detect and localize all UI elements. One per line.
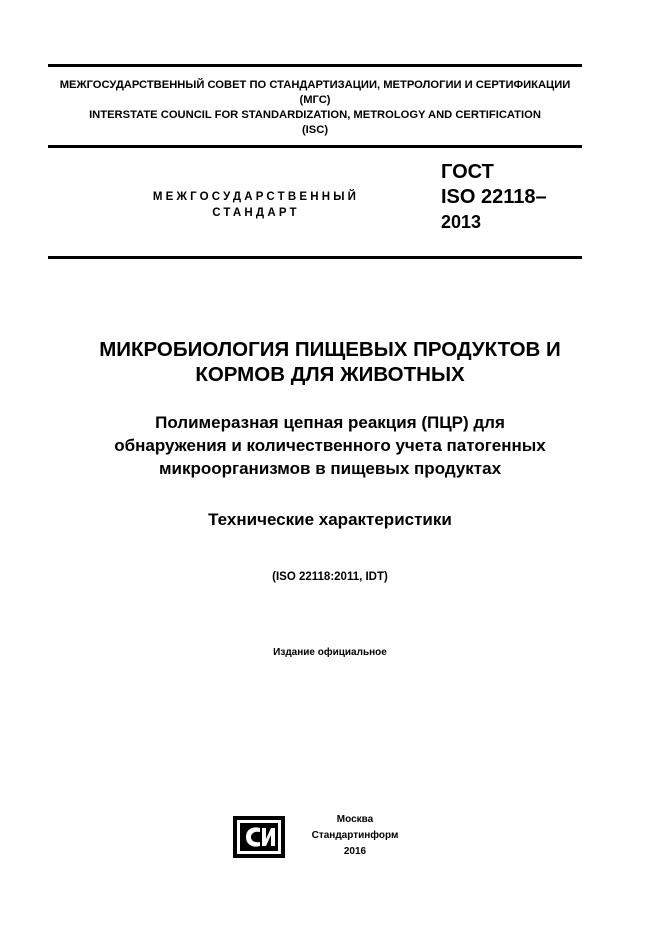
standard-designation bbox=[441, 160, 547, 235]
standard-kind-line2: СТАНДАРТ bbox=[212, 207, 300, 219]
standartinform-logo-icon bbox=[233, 816, 285, 858]
title-line-1: МИКРОБИОЛОГИЯ ПИЩЕВЫХ ПРОДУКТОВ И bbox=[99, 338, 561, 361]
council-abbr-ru: (МГС) bbox=[299, 94, 331, 106]
publisher-city: Москва bbox=[336, 814, 374, 825]
subtitle-line-3: микроорганизмов в пищевых продуктах bbox=[158, 459, 502, 478]
designation-divider bbox=[48, 256, 582, 259]
title-line-2: КОРМОВ ДЛЯ ЖИВОТНЫХ bbox=[195, 363, 465, 386]
council-abbr-en: (ISC) bbox=[301, 124, 329, 136]
publisher-year: 2016 bbox=[343, 846, 367, 857]
document-title bbox=[40, 337, 620, 387]
publisher-block bbox=[296, 812, 414, 860]
designation-number: ISO 22118– bbox=[441, 186, 547, 208]
subtitle-line-1: Полимеразная цепная реакция (ПЦР) для bbox=[155, 413, 505, 432]
designation-year: 2013 bbox=[441, 212, 482, 232]
council-name-en: INTERSTATE COUNCIL FOR STANDARDIZATION, METROLOGY AND CERTIFICATION bbox=[89, 109, 541, 121]
council-name-ru: МЕЖГОСУДАРСТВЕННЫЙ СОВЕТ ПО СТАНДАРТИЗАЦИИ, МЕТРОЛОГИИ И СЕРТИФИКАЦИИ bbox=[59, 79, 571, 91]
designation-gost: ГОСТ bbox=[441, 161, 494, 183]
standard-kind bbox=[126, 189, 386, 221]
iso-reference: (ISO 22118:2011, IDT) bbox=[272, 571, 388, 583]
document-subtitle bbox=[40, 411, 620, 480]
council-divider bbox=[48, 145, 582, 148]
edition-note: Издание официальное bbox=[273, 647, 387, 658]
standard-kind-line1: МЕЖГОСУДАРСТВЕННЫЙ bbox=[152, 191, 360, 203]
council-header bbox=[48, 78, 582, 138]
subtitle-line-2: обнаружения и количественного учета патогенных bbox=[114, 436, 546, 455]
publisher-name: Стандартинформ bbox=[311, 830, 399, 841]
document-spec-title: Технические характеристики bbox=[208, 510, 452, 529]
top-rule bbox=[48, 64, 582, 67]
